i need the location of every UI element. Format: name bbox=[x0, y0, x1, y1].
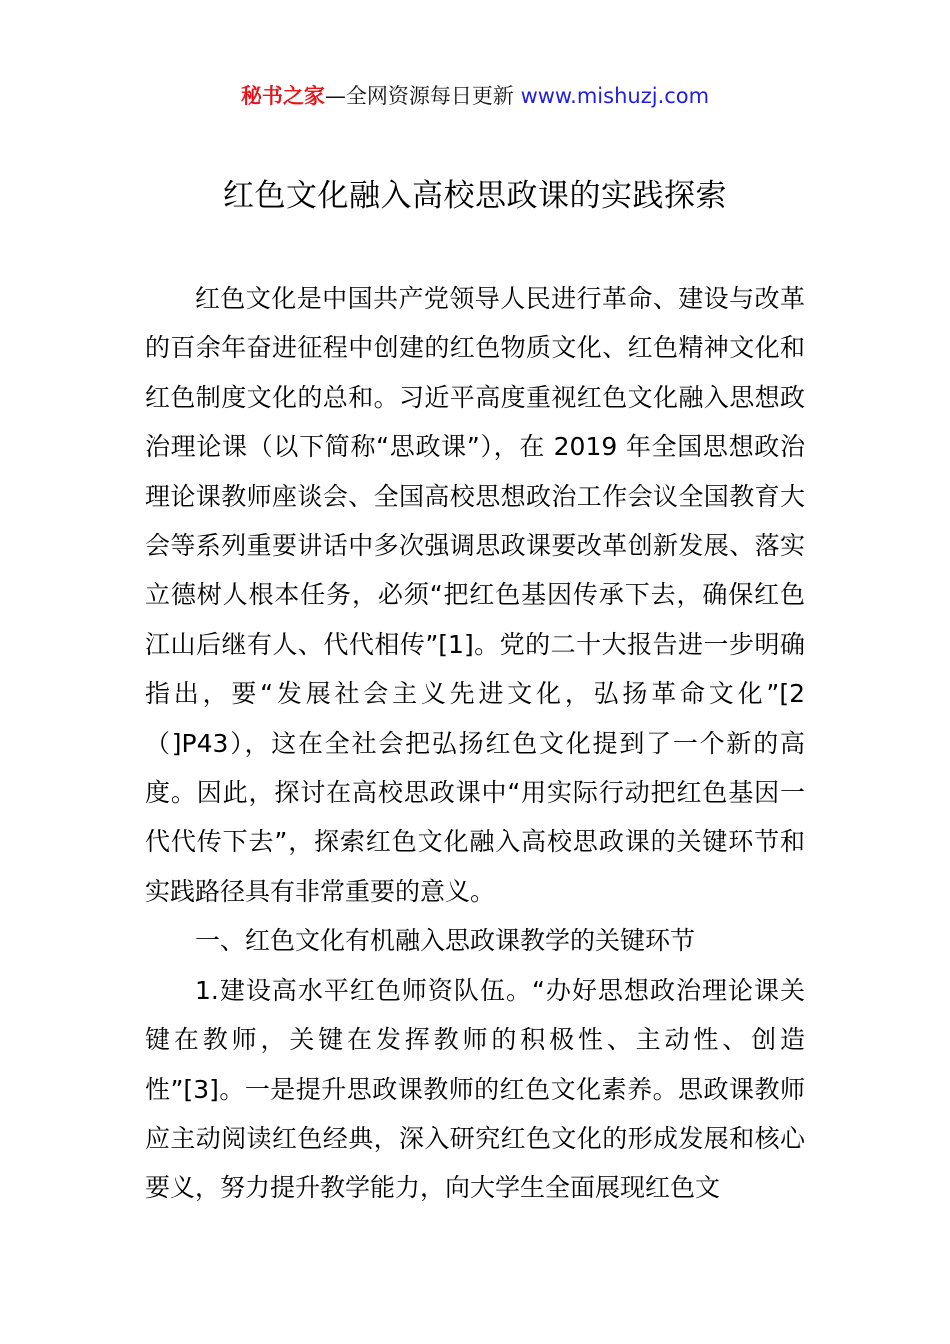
site-url-link[interactable]: www.mishuzj.com bbox=[513, 84, 710, 108]
body-paragraph-intro: 红色文化是中国共产党领导人民进行革命、建设与改革的百余年奋进征程中创建的红色物质文化、红色精神文化和红色制度文化的总和。习近平高度重视红色文化融入思想政治理论课（以下简称“思政课”），在 2019 年全国思想政治理论课教师座谈会、全国高校思想政治工作会议全国教育大会等系列重要讲话中多次强调思政课要改革创新发展、落实立德树人根本任务，必须“把红色基因传承下去，确保红色江山后继有人、代代相传”[1]。党的二十大报告进一步明确指出，要“发展社会主义先进文化，弘扬革命文化”[2（]P43），这在全社会把弘扬红色文化提到了一个新的高度。因此，探讨在高校思政课中“用实际行动把红色基因一代代传下去”，探索红色文化融入高校思政课的关键环节和实践路径具有非常重要的意义。 bbox=[145, 284, 805, 906]
section-heading: 一、红色文化有机融入思政课教学的关键环节 bbox=[195, 926, 696, 956]
brand-name: 秘书之家 bbox=[240, 84, 325, 108]
site-header bbox=[0, 80, 950, 112]
site-slogan: —全网资源每日更新 bbox=[324, 84, 514, 108]
body-paragraph-teachers: 1.建设高水平红色师资队伍。“办好思想政治理论课关键在教师，关键在发挥教师的积极性、主动性、创造性”[3]。一是提升思政课教师的红色文化素养。思政课教师应主动阅读红色经典，深入研究红色文化的形成发展和核心要义，努力提升教学能力，向大学生全面展现红色文 bbox=[145, 975, 805, 1203]
document-body bbox=[145, 274, 805, 1213]
document-title: 红色文化融入高校思政课的实践探索 bbox=[223, 178, 727, 214]
